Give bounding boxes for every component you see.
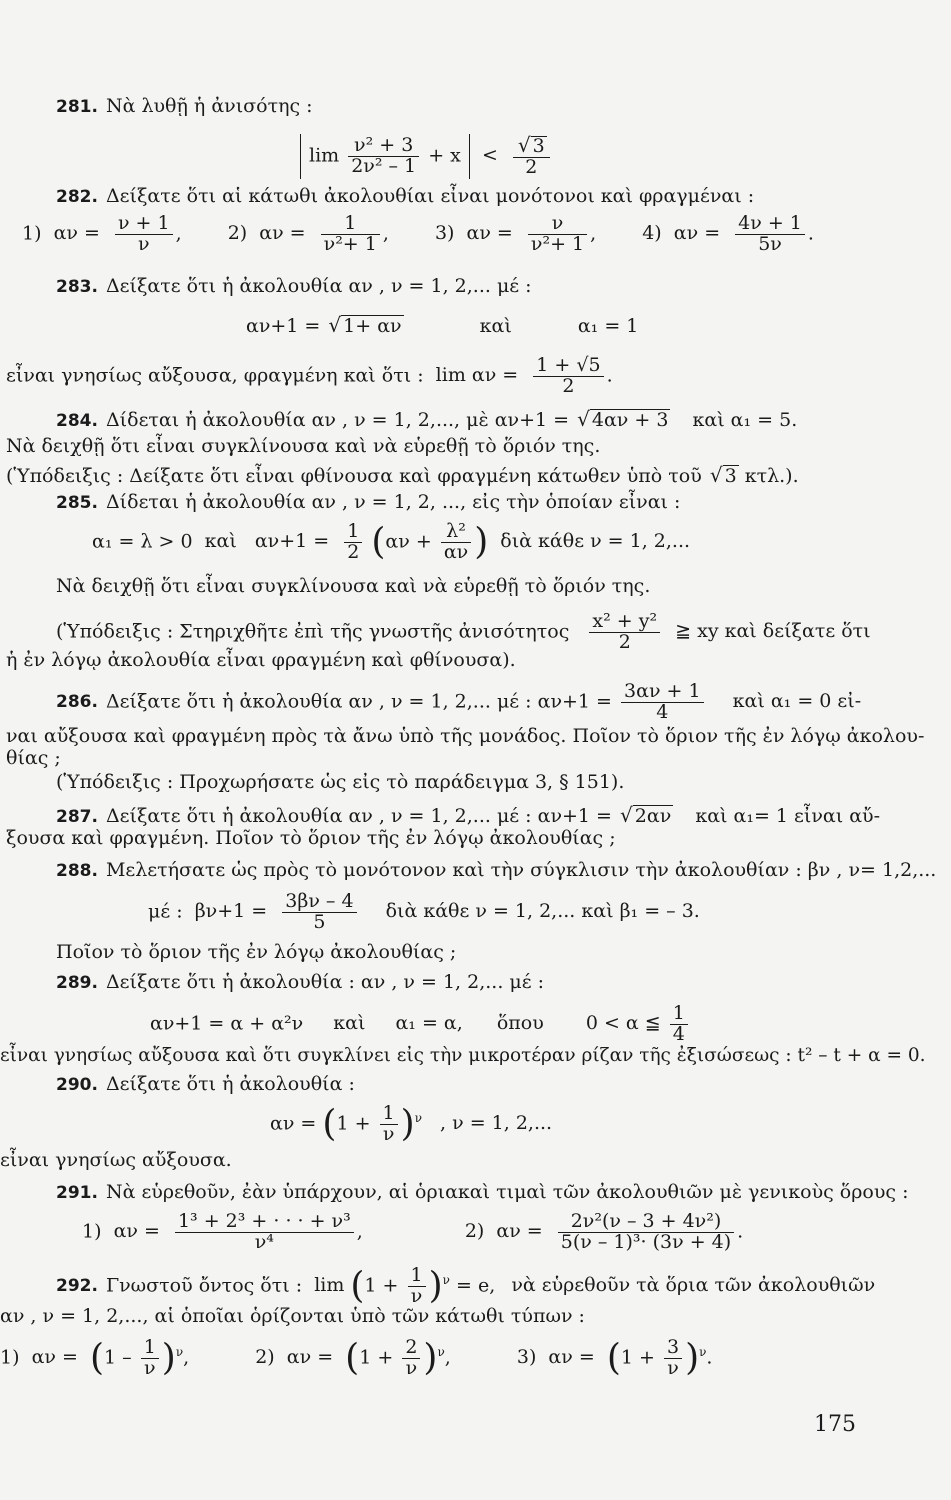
lim-operator: lim — [314, 1274, 345, 1297]
fraction: $\frac{4\nu + 1}{5\nu}$ — [735, 214, 805, 255]
exercise-290-heading — [56, 1074, 355, 1095]
radicand: 1+ αν — [343, 315, 402, 337]
item-label: 1) — [82, 1220, 102, 1243]
exercise-number: 292. — [56, 1276, 98, 1297]
exercise-text: Δίδεται ἡ ἀκολουθία αν , ν = 1, 2,..., μὲ αν+1 = — [105, 409, 570, 431]
fraction: $\frac{1}{\nu}$ — [408, 1266, 426, 1307]
hint-text: (Ὑπόδειξις : Δείξατε ὅτι εἶναι φθίνουσα καὶ φραγμένη κάτωθεν ὑπὸ τοῦ — [6, 465, 702, 487]
exercise-288-line3: Ποῖον τὸ ὅριον τῆς ἐν λόγῳ ἀκολουθίας ; — [56, 941, 457, 963]
fraction: $\frac{3\beta\nu - 4}{5}$ — [282, 892, 356, 933]
conjunction: καὶ — [479, 315, 512, 337]
exponent: ν — [699, 1345, 707, 1360]
exercise-284-line2: Νὰ δειχθῇ ὅτι εἶναι συγκλίνουσα καὶ νὰ εὑρεθῇ τὸ ὅριόν της. — [6, 435, 601, 457]
exercise-281-heading — [56, 96, 313, 117]
exercise-283-heading — [56, 276, 532, 297]
exercise-291-items: 1) αν = $\frac{\text{1³ + 2³ + · · · + ν³}}{\text{ν⁴}}$ , 2) αν = $\frac{\text{2ν²(ν – 3 + 4ν²)}}{\text{5(ν – 1)³· (3ν + 4)}}$ . — [82, 1210, 744, 1253]
fraction: $\frac{\text{2ν²(ν – 3 + 4ν²)}}{\text{5(ν – 1)³· (3ν + 4)}}$ — [558, 1212, 734, 1253]
exercise-289-recurrence — [150, 1004, 691, 1045]
exercise-285-hint — [56, 612, 877, 653]
item-label: 1) — [0, 1346, 20, 1369]
item-lhs: αν = — [31, 1346, 78, 1369]
exercise-text: διὰ κάθε ν = 1, 2,... — [500, 530, 691, 553]
exercise-292-heading: 292. Γνωστοῦ ὄντος ὅτι : lim (1 + $\frac{1}{\nu}$ )$^\nu$ = e, νὰ εὑρεθοῦν τὰ ὅρια τῶν ἀκολουθιῶν — [56, 1264, 876, 1307]
exercise-text: διὰ κάθε ν = 1, 2,... καὶ β₁ = – 3. — [385, 900, 700, 923]
fraction: $\frac{1}{\nu}$ — [380, 1104, 398, 1145]
expression-term: 1 + — [359, 1346, 394, 1369]
exercise-286-heading — [56, 682, 861, 723]
exercise-text: Δείξατε ὅτι ἡ ἀκολουθία : αν , ν = 1, 2,... μέ : — [105, 971, 545, 993]
fraction: $\frac{3}{\nu}$ — [664, 1338, 682, 1379]
exercise-number: 284. — [56, 411, 98, 431]
item-lhs: αν = — [286, 1346, 334, 1369]
page-number: 175 — [814, 1412, 856, 1437]
fraction: $\frac{1}{2}$ — [344, 522, 362, 563]
fraction: $\frac{\nu}{\text{ν²+ 1}}$ — [528, 214, 587, 255]
fraction: $\frac{2}{\nu}$ — [402, 1338, 420, 1379]
exercise-283-recurrence: αν+1 = √ 1+ αν καὶ α₁ = 1 — [246, 313, 639, 337]
exercise-286-hint: (Ὑπόδειξις : Προχωρήσατε ὡς εἰς τὸ παράδειγμα 3, § 151). — [56, 771, 625, 793]
item-label: 3) — [434, 222, 455, 245]
exercise-286-line3: θίας ; — [6, 747, 61, 769]
exercise-289-conclusion: εἶναι γνησίως αὔξουσα καὶ ὅτι συγκλίνει εἰς τὴν μικροτέραν ρίζαν τῆς ἐξισώσεως : t² – t + α = 0. — [0, 1045, 926, 1066]
exercise-290-conclusion: εἶναι γνησίως αὔξουσα. — [0, 1149, 232, 1171]
exercise-number: 282. — [56, 187, 98, 207]
expression-term: = e, — [456, 1274, 496, 1297]
lim-operator: lim — [309, 144, 340, 167]
hint-text: ≧ xy καὶ δείξατε ὅτι — [675, 620, 871, 643]
exercise-text: καὶ α₁ = 0 εἰ- — [732, 690, 862, 713]
recurrence-lhs: αν+1 = — [246, 315, 321, 337]
initial-value: α₁ = λ > 0 — [92, 530, 193, 553]
exercise-number: 288. — [56, 861, 98, 881]
exercise-292-items: 1) αν = (1 – $\frac{1}{\nu}$ )$^\nu$, 2) αν = (1 + $\frac{2}{\nu}$ )$^\nu$, 3) αν = (1 + $\frac{3}{\nu}$ )$^\nu$. — [0, 1336, 713, 1379]
condition: 0 < α ≦ — [585, 1012, 661, 1035]
item-lhs: αν = — [496, 1220, 543, 1243]
exercise-text: Δείξατε ὅτι αἱ κάτωθι ἀκολουθίαι εἶναι μονότονοι καὶ φραγμέναι : — [105, 185, 755, 207]
exercise-288-heading — [56, 860, 936, 881]
fraction: $\frac{\text{1³ + 2³ + · · · + ν³}}{\text{ν⁴}}$ — [175, 1212, 354, 1253]
exercise-number: 289. — [56, 973, 98, 993]
exercise-text: Νὰ εὑρεθοῦν, ἐὰν ὑπάρχουν, αἱ ὁριακαὶ τιμαὶ τῶν ἀκολουθιῶν μὲ γενικοὺς ὅρους : — [105, 1181, 909, 1203]
limit-lhs: lim αν = — [435, 364, 519, 387]
item-lhs: αν = — [259, 222, 306, 245]
recurrence-lhs: βν+1 = — [194, 900, 268, 923]
exercise-292-line2: αν , ν = 1, 2,..., αἱ ὁποῖαι ὁρίζονται ὑπὸ τῶν κάτωθι τύπων : — [0, 1305, 585, 1327]
exercise-text: Μελετήσατε ὡς πρὸς τὸ μονότονον καὶ τὴν σύγκλισιν τὴν ἀκολουθίαν : βν , ν= 1,2,... — [105, 859, 937, 881]
conjunction: καὶ — [333, 1012, 366, 1035]
radicand: 3 — [724, 465, 737, 487]
hint-text: κτλ.). — [744, 465, 799, 487]
exercise-text: Δίδεται ἡ ἀκολουθία αν , ν = 1, 2, ..., εἰς τὴν ὁποίαν εἶναι : — [105, 491, 681, 513]
exercise-number: 291. — [56, 1183, 98, 1203]
radicand: 4αν + 3 — [591, 409, 669, 431]
item-lhs: αν = — [113, 1220, 160, 1243]
initial-value: α₁ = 1 — [577, 315, 639, 337]
exercise-281-formula — [300, 134, 553, 179]
item-lhs: αν = — [673, 222, 721, 245]
exercise-number: 281. — [56, 97, 98, 117]
exercise-285-line3: Νὰ δειχθῇ ὅτι εἶναι συγκλίνουσα καὶ νὰ εὑρεθῇ τὸ ὅριόν της. — [56, 575, 651, 597]
exercise-number: 283. — [56, 277, 98, 297]
item-label: 2) — [464, 1220, 485, 1243]
expression-term: + x — [428, 144, 461, 167]
fraction: $\frac{1}{\nu}$ — [141, 1338, 159, 1379]
item-label: 3) — [516, 1346, 537, 1369]
exponent: ν — [414, 1111, 422, 1126]
formula-lhs: αν = — [270, 1112, 317, 1135]
hint-text: (Ὑπόδειξις : Στηριχθῆτε ἐπὶ τῆς γνωστῆς ἀνισότητος — [56, 620, 570, 643]
initial-value: α₁ = α, — [395, 1012, 463, 1035]
exercise-text: Δείξατε ὅτι ἡ ἀκολουθία αν , ν = 1, 2,... μέ : αν+1 = — [105, 690, 612, 713]
recurrence-lhs: αν+1 = — [254, 530, 330, 553]
exercise-287-line2: ξουσα καὶ φραγμένη. Ποῖον τὸ ὅριον τῆς ἐν λόγῳ ἀκολουθίας ; — [6, 827, 616, 849]
expression-term: αν + — [385, 530, 432, 553]
fraction: $\frac{\text{x² + y²}}{2}$ — [589, 612, 660, 653]
absolute-value-expression — [300, 134, 470, 179]
exercise-text: καὶ α₁= 1 εἶναι αὔ- — [695, 805, 881, 827]
less-than-sign: < — [481, 144, 498, 167]
exercise-283-conclusion: εἶναι γνησίως αὔξουσα, φραγμένη καὶ ὅτι : lim αν = $\frac{1 + √5}{2}$ . — [6, 354, 613, 397]
exponent: ν — [442, 1273, 450, 1288]
exercise-number: 290. — [56, 1075, 98, 1095]
exercise-text: μέ : — [148, 900, 183, 923]
item-lhs: αν = — [53, 222, 100, 245]
exercise-text: Δείξατε ὅτι ἡ ἀκολουθία αν , ν = 1, 2,... μέ : — [105, 275, 532, 297]
exponent: ν — [175, 1345, 184, 1360]
exercise-285-hint-end: ἡ ἐν λόγῳ ἀκολουθία εἶναι φραγμένη καὶ φθίνουσα). — [6, 649, 516, 671]
exercise-number: 286. — [56, 692, 98, 713]
radicand: 2αν — [634, 805, 672, 827]
exercise-282-heading — [56, 186, 754, 207]
conjunction: καὶ — [204, 530, 237, 553]
item-label: 1) — [22, 222, 42, 245]
exercise-text: Νὰ λυθῇ ἡ ἀνισότης : — [105, 95, 313, 117]
item-label: 4) — [642, 222, 662, 245]
expression-term: 1 – — [104, 1346, 132, 1369]
fraction: $\frac{\text{λ²}}{\alpha\nu}$ — [441, 522, 471, 563]
exercise-286-line2: ναι αὔξουσα καὶ φραγμένη πρὸς τὰ ἄνω ὑπὸ τῆς μονάδος. Ποῖον τὸ ὅριον τῆς ἐν λόγῳ ἀκολου- — [6, 725, 925, 747]
expression-term: 1 + — [364, 1274, 399, 1297]
conjunction: ὅπου — [496, 1012, 544, 1035]
exercise-287-heading: 287. Δείξατε ὅτι ἡ ἀκολουθία αν , ν = 1, 2,... μέ : αν+1 = √ 2αν καὶ α₁= 1 εἶναι αὔ- — [56, 803, 881, 827]
item-lhs: αν = — [548, 1346, 595, 1369]
exercise-text: καὶ α₁ = 5. — [692, 409, 798, 431]
exercise-289-heading — [56, 972, 544, 993]
fraction: $\frac{1}{4}$ — [670, 1004, 688, 1045]
fraction: $\frac{3\alpha\nu + 1}{4}$ — [621, 682, 704, 723]
fraction: $\frac{√ 3}{2}$ — [513, 135, 550, 178]
fraction: $\frac{1 + √5}{2}$ — [533, 356, 603, 397]
exercise-text: , ν = 1, 2,... — [440, 1112, 553, 1135]
fraction: $\frac{\nu + 1}{\nu}$ — [115, 214, 173, 255]
exercise-284-hint: (Ὑπόδειξις : Δείξατε ὅτι εἶναι φθίνουσα καὶ φραγμένη κάτωθεν ὑπὸ τοῦ √ 3 κτλ.). — [6, 463, 799, 487]
expression-term: 1 + — [620, 1346, 655, 1369]
fraction: $\frac{\text{ν² + 3}}{\text{2ν² – 1}}$ — [348, 136, 419, 177]
expression-term: 1 + — [336, 1112, 371, 1135]
exponent: ν — [437, 1345, 445, 1360]
exercise-290-formula: αν = (1 + $\frac{1}{\nu}$ )$^\nu$ , ν = 1, 2,... — [270, 1102, 553, 1145]
exercise-text: εἶναι γνησίως αὔξουσα, φραγμένη καὶ ὅτι : — [6, 364, 424, 387]
exercise-291-heading — [56, 1182, 908, 1203]
exercise-number: 285. — [56, 493, 98, 513]
exercise-288-recurrence — [148, 892, 700, 933]
exercise-number: 287. — [56, 807, 98, 827]
item-label: 2) — [227, 222, 248, 245]
exercise-text: Δείξατε ὅτι ἡ ἀκολουθία αν , ν = 1, 2,... μέ : αν+1 = — [105, 805, 612, 827]
item-lhs: αν = — [466, 222, 513, 245]
exercise-285-recurrence: α₁ = λ > 0 καὶ αν+1 = $\frac{1}{2}$ (αν + $\frac{\text{λ²}}{\alpha\nu}$ ) διὰ κάθε ν = 1, 2,... — [92, 520, 691, 563]
item-label: 2) — [255, 1346, 275, 1369]
exercise-282-items: 1) αν = $\frac{\nu + 1}{\nu}$ , 2) αν = $\frac{1}{\text{ν²+ 1}}$ , 3) αν = $\frac{\nu}{\text{ν²+ 1}}$ , 4) αν = $\frac{4\nu + 1}{5\nu}$ . — [22, 212, 814, 255]
exercise-284-heading: 284. Δίδεται ἡ ἀκολουθία αν , ν = 1, 2,..., μὲ αν+1 = √ 4αν + 3 καὶ α₁ = 5. — [56, 407, 798, 431]
exercise-text: νὰ εὑρεθοῦν τὰ ὅρια τῶν ἀκολουθιῶν — [511, 1274, 876, 1297]
exercise-text: Γνωστοῦ ὄντος ὅτι : — [105, 1274, 303, 1297]
recurrence: αν+1 = α + α²ν — [150, 1012, 304, 1035]
exercise-text: Δείξατε ὅτι ἡ ἀκολουθία : — [105, 1073, 355, 1095]
exercise-285-heading — [56, 492, 680, 513]
fraction: $\frac{1}{\text{ν²+ 1}}$ — [321, 214, 380, 255]
